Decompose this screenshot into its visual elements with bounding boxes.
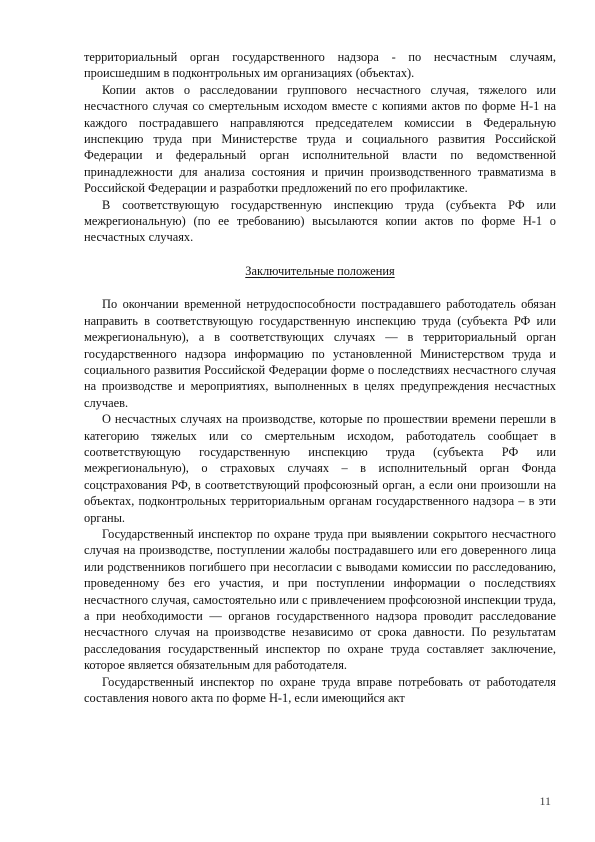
paragraph-severe-cases: О несчастных случаях на производстве, которые по прошествии времени перешли в категорию тяжелых или со смертельным исходом, работодатель сообщает в соответствующую государственную инспекцию труда (субъекта РФ или межрегиональную), о страховых случаях – в исполнительный орган Фонда соцстрахования РФ, в соответствующий профсоюзный орган, а если они произошли на объектах, подконтрольных территориальным органам государственного надзора – в эти органы.	[84, 412, 556, 525]
section-heading: Заключительные положения	[245, 263, 395, 278]
page-number: 11	[539, 794, 551, 808]
paragraph-end-of-disability: По окончании временной нетрудоспособности пострадавшего работодатель обязан направить в соответствующую государственную инспекцию труда (субъекта РФ или межрегиональную), а в соответствующих случаях — в территориальный орган государственного надзора информацию по установленной Министерством труда и социального развития Российской Федерации форме о последствиях несчастного случая на производстве и мероприятиях, выполненных в целях предупреждения несчастных случаев.	[84, 297, 556, 410]
paragraph-inspector-investigation: Государственный инспектор по охране труда при выявлении сокрытого несчастного случая на производстве, поступлении жалобы пострадавшего или его доверенного лица или родственников погибшего при несогласии с выводами комиссии по расследованию, проведенному без его участия, и при поступлении информации о последствиях несчастного случая, самостоятельно или с привлечением профсоюзной инспекции труда, а при необходимости — органов государственного надзора проводит расследование несчастного случая на производстве независимо от срока давности. По результатам расследования государственный инспектор по охране труда составляет заключение, которое является обязательным для работодателя.	[84, 526, 556, 673]
paragraph-inspector-new-act: Государственный инспектор по охране труда вправе потребовать от работодателя составления нового акта по форме Н-1, если имеющийся акт	[84, 674, 556, 706]
paragraph-labor-inspection: В соответствующую государственную инспекцию труда (субъекта РФ или межрегиональную) (по ее требованию) высылаются копии актов по форме Н-1 о несчастных случаях.	[84, 197, 556, 245]
paragraph-copies-of-acts: Копии актов о расследовании группового несчастного случая, тяжелого или несчастного случая со смертельным исходом вместе с копиями актов по форме Н-1 на каждого пострадавшего направляются председателем комиссии в Федеральную инспекцию труда при Министерстве труда и социального развития Российской Федерации и федеральный орган исполнительной власти по ведомственной принадлежности для анализа состояния и причин производственного травматизма в Российской Федерации и разработки предложений по его профилактике.	[84, 82, 556, 196]
paragraph-continued: территориальный орган государственного надзора - по несчастным случаям, происшедшим в подконтрольных им организациях (объектах).	[84, 50, 556, 81]
document-page	[84, 49, 556, 706]
